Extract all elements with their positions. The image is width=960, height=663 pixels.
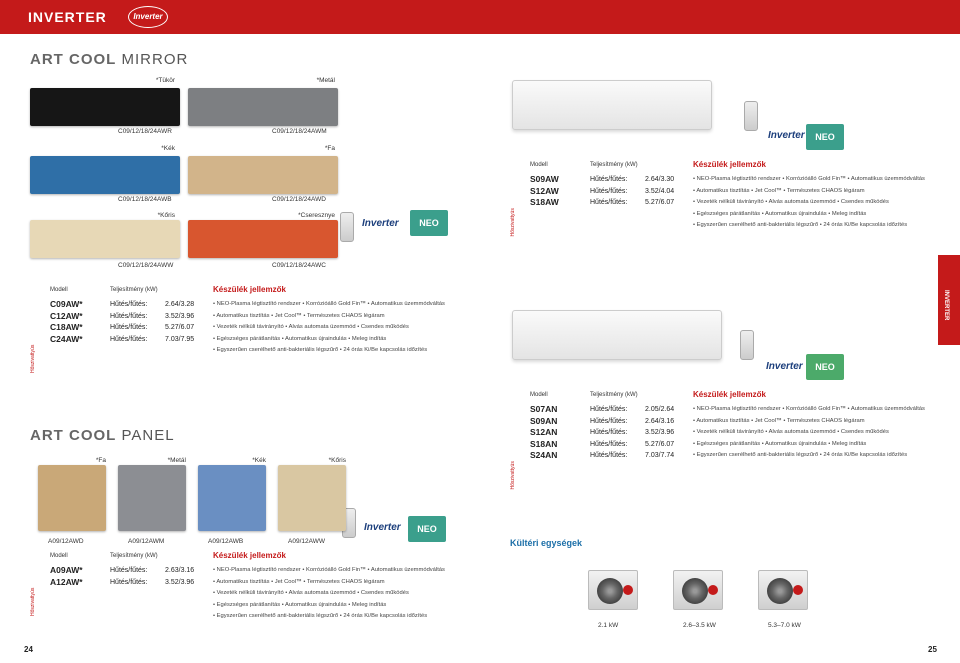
mirror-variant-label: *Fa: [324, 145, 335, 152]
mirror-feature: • Egyszerűen cserélhető anti-bakteriális légszűrő • 24 órás Ki/Be kapcsolás időzítés: [213, 347, 428, 353]
mirror-variant-label: *Kék: [161, 145, 175, 152]
neo-top-side-label: Hőszivattyús: [510, 208, 516, 237]
outdoor-capacity: 5.3–7.0 kW: [768, 622, 801, 629]
mirror-variant-code: C09/12/18/24AWD: [272, 196, 326, 203]
panel-feature: • NEO-Plasma légtisztító rendszer • Korrózióálló Gold Fin™ • Automatikus üzemmódváltás: [213, 567, 445, 573]
neo-mid-feature: • Automatikus tisztítás • Jet Cool™ • Természetes CHAOS légáram: [693, 417, 865, 424]
neo-mid-perf-value: 2.05/2.64: [645, 406, 675, 413]
panel-tile-1: [118, 465, 186, 531]
mirror-variant-label: *Tükör: [155, 77, 175, 84]
neo-badge-4: NEO: [408, 516, 446, 542]
panel-side-label: Hőszivattyús: [30, 587, 36, 616]
neo-mid-perf-value: 2.64/3.16: [645, 417, 675, 425]
neo-top-feature: • Automatikus tisztítás • Jet Cool™ • Természetes CHAOS légáram: [693, 187, 865, 194]
neo-indoor-unit-image: [512, 80, 712, 130]
mirror-side-label: Hőszivattyús: [30, 344, 36, 373]
page-number-right: 25: [928, 645, 937, 654]
neo-top-feature: • NEO-Plasma légtisztító rendszer • Korrózióálló Gold Fin™ • Automatikus üzemmódváltás: [693, 176, 925, 182]
neo-top-perf-label: Hűtés/fűtés:: [590, 176, 628, 183]
neo-top-feature: • Egészséges párátlanítás • Automatikus újraindulás • Meleg indítás: [693, 210, 867, 217]
mirror-title-bold: ART COOL: [30, 51, 117, 68]
inverter-badge-2: Inverter: [768, 130, 805, 141]
remote-control-icon-2: [744, 101, 758, 131]
outdoor-unit-image: [673, 570, 723, 610]
neo-mid-feature: • Egyszerűen cserélhető anti-bakteriális légszűrő • 24 órás Ki/Be kapcsolás időzítés: [693, 452, 908, 458]
panel-variant-label: *Metál: [167, 457, 186, 464]
panel-title-light: PANEL: [121, 427, 175, 444]
neo-top-col-perf: Teljesítmény (kW): [590, 162, 638, 168]
mirror-section-title: [30, 51, 188, 68]
neo-badge: NEO: [410, 210, 448, 236]
panel-variant-code: A09/12AWD: [48, 538, 84, 545]
outdoor-section-title: Kültéri egységek: [510, 538, 583, 548]
panel-tile-0: [38, 465, 106, 531]
mirror-panel-0: [30, 88, 180, 126]
mirror-variant-code: C09/12/18/24AWR: [118, 128, 172, 135]
panel-title-bold: ART COOL: [30, 427, 117, 444]
panel-feature: • Automatikus tisztítás • Jet Cool™ • Természetes CHAOS légáram: [213, 578, 385, 585]
mirror-perf-label: Hűtés/fűtés:: [110, 324, 148, 331]
panel-perf-label: Hűtés/fűtés:: [110, 567, 148, 574]
neo-mid-col-model: Modell: [530, 392, 548, 398]
panel-col-features: Készülék jellemzők: [213, 551, 286, 560]
remote-control-icon: [340, 212, 354, 242]
neo-mid-model: S07AN: [530, 404, 558, 414]
mirror-perf-label: Hűtés/fűtés:: [110, 301, 148, 308]
neo-mid-model: S09AN: [530, 415, 558, 426]
mirror-col-features: Készülék jellemzők: [213, 285, 286, 294]
panel-variant-code: A09/12AWB: [208, 538, 244, 545]
inverter-badge-3: Inverter: [766, 361, 803, 372]
neo-top-feature: • Egyszerűen cserélhető anti-bakteriális légszűrő • 24 órás Ki/Be kapcsolás időzítés: [693, 222, 908, 228]
inverter-badge: Inverter: [362, 218, 399, 229]
neo-mid-col-perf: Teljesítmény (kW): [590, 392, 638, 398]
mirror-variant-label: *Metál: [316, 77, 335, 84]
neo-mid-col-features: Készülék jellemzők: [693, 390, 766, 399]
neo-indoor-unit-image-2: [512, 310, 722, 360]
neo-mid-perf-value: 5.27/6.07: [645, 440, 675, 448]
mirror-model: C18AW*: [50, 322, 83, 332]
neo-mid-perf-label: Hűtés/fűtés:: [590, 440, 628, 448]
panel-model: A09AW*: [50, 565, 83, 575]
panel-col-perf: Teljesítmény (kW): [110, 553, 158, 559]
outdoor-unit-image: [588, 570, 638, 610]
mirror-model: C12AW*: [50, 310, 83, 321]
neo-mid-model: S24AN: [530, 450, 558, 460]
mirror-perf-value: 5.27/6.07: [165, 324, 195, 331]
neo-top-perf-label: Hűtés/fűtés:: [590, 199, 628, 206]
neo-top-perf-label: Hűtés/fűtés:: [590, 187, 628, 195]
mirror-panel-3: [188, 156, 338, 194]
lg-logo-icon: [708, 585, 718, 595]
panel-tile-2: [198, 465, 266, 531]
outdoor-capacity: 2.6–3.5 kW: [683, 622, 716, 629]
mirror-variant-code: C09/12/18/24AWM: [272, 128, 327, 135]
neo-mid-feature: • Vezeték nélküli távirányító • Alvás automata üzemmód • Csendes működés: [693, 429, 889, 435]
mirror-variant-code: C09/12/18/24AWW: [118, 262, 174, 269]
inverter-badge-4: Inverter: [364, 522, 401, 533]
panel-tile-3: [278, 465, 346, 531]
mirror-perf-value: 7.03/7.95: [165, 335, 195, 343]
mirror-variant-label: *Cseresznye: [298, 212, 335, 219]
neo-mid-perf-label: Hűtés/fűtés:: [590, 417, 628, 425]
neo-top-perf-value: 2.64/3.30: [645, 176, 675, 183]
lg-logo-icon: [793, 585, 803, 595]
neo-mid-model: S12AN: [530, 427, 558, 437]
panel-variant-code: A09/12AWM: [128, 538, 165, 545]
fan-icon: [767, 578, 793, 604]
neo-mid-perf-label: Hűtés/fűtés:: [590, 406, 628, 413]
neo-mid-feature: • Egészséges párátlanítás • Automatikus újraindulás • Meleg indítás: [693, 440, 867, 447]
mirror-feature: • NEO-Plasma légtisztító rendszer • Korrózióálló Gold Fin™ • Automatikus üzemmódváltás: [213, 301, 445, 307]
panel-perf-value: 3.52/3.96: [165, 578, 195, 586]
fan-icon: [682, 578, 708, 604]
panel-col-model: Modell: [50, 553, 68, 559]
neo-top-perf-value: 5.27/6.07: [645, 199, 675, 206]
mirror-feature: • Vezeték nélküli távirányító • Alvás automata üzemmód • Csendes működés: [213, 324, 409, 330]
neo-mid-perf-value: 3.52/3.96: [645, 429, 675, 436]
neo-mid-feature: • NEO-Plasma légtisztító rendszer • Korrózióálló Gold Fin™ • Automatikus üzemmódváltás: [693, 406, 925, 412]
side-tab-label: INVERTER: [943, 290, 949, 321]
panel-perf-value: 2.63/3.16: [165, 567, 195, 574]
mirror-model: C09AW*: [50, 299, 83, 309]
neo-top-model: S12AW: [530, 185, 559, 196]
mirror-model: C24AW*: [50, 333, 83, 344]
mirror-variant-code: C09/12/18/24AWC: [272, 262, 326, 269]
mirror-variant-code: C09/12/18/24AWB: [118, 196, 172, 203]
neo-badge-2: NEO: [806, 124, 844, 150]
panel-section-title: [30, 427, 175, 444]
neo-top-perf-value: 3.52/4.04: [645, 187, 675, 195]
panel-feature: • Vezeték nélküli távirányító • Alvás automata üzemmód • Csendes működés: [213, 590, 409, 596]
neo-mid-perf-label: Hűtés/fűtés:: [590, 429, 628, 436]
neo-top-feature: • Vezeték nélküli távirányító • Alvás automata üzemmód • Csendes működés: [693, 199, 889, 205]
mirror-col-perf: Teljesítmény (kW): [110, 287, 158, 293]
neo-top-model: S18AW: [530, 197, 559, 207]
neo-mid-perf-label: Hűtés/fűtés:: [590, 452, 628, 459]
neo-top-col-features: Készülék jellemzők: [693, 160, 766, 169]
mirror-panel-1: [188, 88, 338, 126]
outdoor-capacity: 2.1 kW: [598, 622, 619, 629]
mirror-perf-value: 2.64/3.28: [165, 301, 195, 308]
fan-icon: [597, 578, 623, 604]
page-title: INVERTER: [28, 9, 107, 25]
mirror-panel-5: [188, 220, 338, 258]
mirror-title-light: MIRROR: [121, 51, 189, 68]
panel-variant-label: *Kőris: [328, 457, 346, 464]
outdoor-unit-image: [758, 570, 808, 610]
panel-variant-code: A09/12AWW: [288, 538, 325, 545]
panel-model: A12AW*: [50, 576, 83, 587]
neo-mid-perf-value: 7.03/7.74: [645, 452, 675, 459]
page-number-left: 24: [24, 645, 33, 654]
mirror-variant-label: *Kőris: [157, 212, 175, 219]
remote-control-icon-3: [740, 330, 754, 360]
mirror-panel-4: [30, 220, 180, 258]
neo-mid-model: S18AN: [530, 438, 558, 449]
mirror-perf-label: Hűtés/fűtés:: [110, 335, 148, 343]
panel-perf-label: Hűtés/fűtés:: [110, 578, 148, 586]
inverter-logo-top: Inverter: [128, 6, 168, 28]
panel-feature: • Egészséges párátlanítás • Automatikus újraindulás • Meleg indítás: [213, 601, 387, 608]
mirror-feature: • Automatikus tisztítás • Jet Cool™ • Természetes CHAOS légáram: [213, 312, 385, 319]
lg-logo-icon: [623, 585, 633, 595]
mirror-feature: • Egészséges párátlanítás • Automatikus újraindulás • Meleg indítás: [213, 335, 387, 342]
side-tab: [938, 255, 960, 345]
mirror-col-model: Modell: [50, 287, 68, 293]
neo-mid-side-label: Hőszivattyús: [510, 461, 516, 490]
panel-variant-label: *Kék: [252, 457, 266, 464]
panel-variant-label: *Fa: [95, 457, 106, 464]
mirror-panel-2: [30, 156, 180, 194]
mirror-perf-value: 3.52/3.96: [165, 312, 195, 320]
neo-top-model: S09AW: [530, 174, 559, 184]
neo-top-col-model: Modell: [530, 162, 548, 168]
mirror-perf-label: Hűtés/fűtés:: [110, 312, 148, 320]
neo-badge-3: NEO: [806, 354, 844, 380]
panel-feature: • Egyszerűen cserélhető anti-bakteriális légszűrő • 24 órás Ki/Be kapcsolás időzítés: [213, 613, 428, 619]
